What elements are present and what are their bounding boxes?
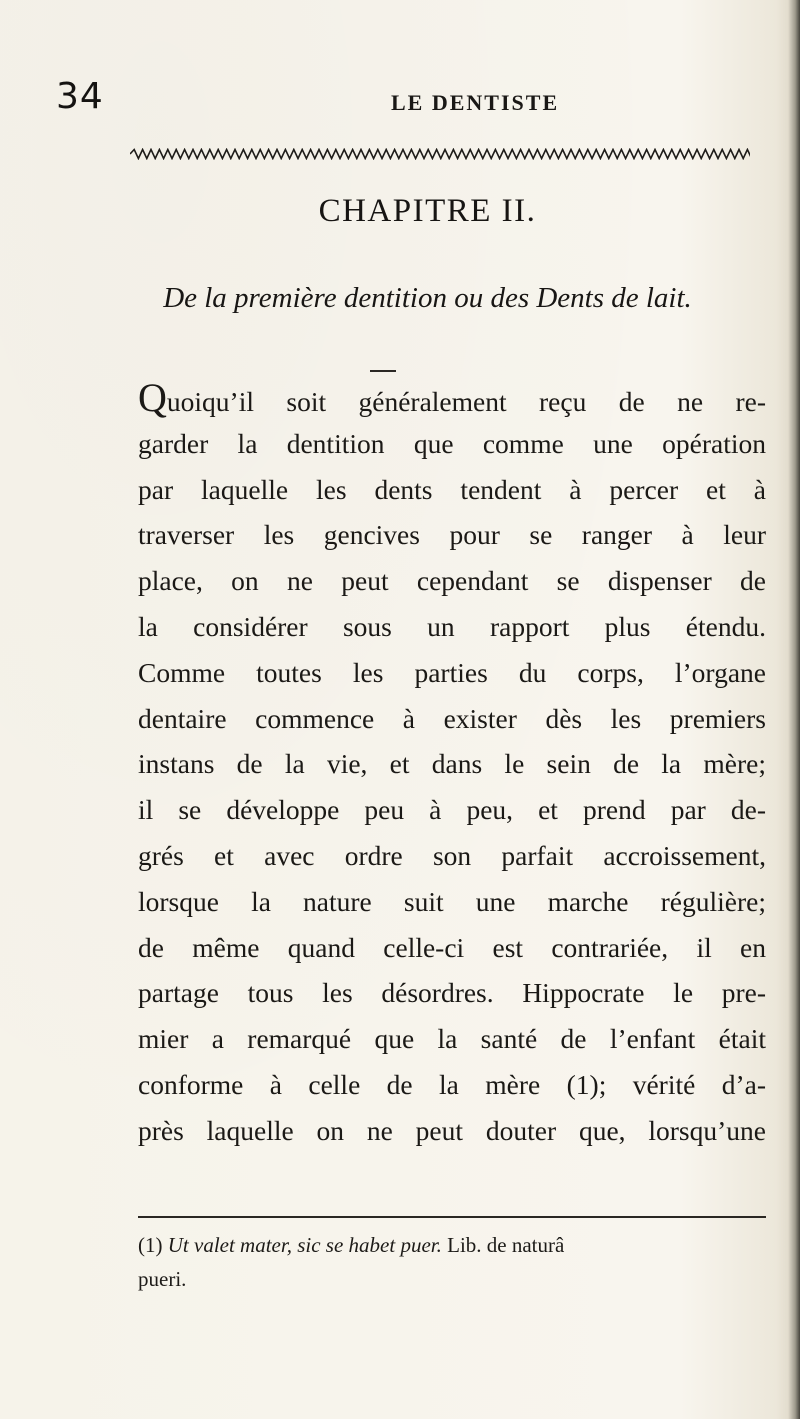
body-line: mier a remarqué que la santé de l’enfant était — [138, 1023, 766, 1055]
body-line: partage tous les désordres. Hippocrate le pre- — [138, 977, 766, 1009]
chapter-subtitle: De la première dentition ou des Dents de lait. — [163, 282, 692, 314]
title-separator-rule — [370, 370, 396, 372]
body-line-1: Quoiqu’il soit généralement reçu de ne re- — [138, 375, 766, 420]
body-line: dentaire commence à exister dès les premiers — [138, 702, 766, 734]
footnote — [138, 1228, 766, 1296]
body-line: de même quand celle-ci est contrariée, il en — [138, 931, 766, 963]
footnote-rule — [138, 1216, 766, 1218]
body-line: place, on ne peut cependant se dispenser de — [138, 565, 766, 597]
body-line: garder la dentition que comme une opération — [138, 427, 766, 459]
body-line: Comme toutes les parties du corps, l’organe — [138, 656, 766, 688]
drop-cap: Q — [138, 375, 167, 420]
footnote-marker: (1) — [138, 1233, 163, 1257]
page-number: 34 — [56, 76, 104, 117]
body-line: conforme à celle de la mère (1); vérité d’a- — [138, 1068, 766, 1100]
body-line: près laquelle on ne peut douter que, lorsqu’une — [138, 1114, 766, 1146]
body-line: la considérer sous un rapport plus étendu. — [138, 610, 766, 642]
body-line: grés et avec ordre son parfait accroissement, — [138, 839, 766, 871]
footnote-line-1 — [138, 1228, 766, 1262]
decorative-wavy-rule — [130, 148, 750, 160]
page-edge-shadow — [788, 0, 800, 1419]
body-paragraph — [138, 375, 766, 1154]
chapter-title: CHAPITRE II. — [318, 193, 537, 229]
body-line: lorsque la nature suit une marche régulière; — [138, 885, 766, 917]
footnote-quote: Ut valet mater, sic se habet puer. — [167, 1233, 442, 1257]
page-header — [56, 76, 776, 136]
body-line: par laquelle les dents tendent à percer et à — [138, 473, 766, 505]
body-line: il se développe peu à peu, et prend par de- — [138, 794, 766, 826]
running-head: LE DENTISTE — [391, 90, 560, 115]
body-line: instans de la vie, et dans le sein de la mère; — [138, 748, 766, 780]
footnote-source: Lib. de naturâ — [447, 1233, 565, 1257]
footnote-line-2: pueri. — [138, 1267, 187, 1291]
body-line: traverser les gencives pour se ranger à leur — [138, 519, 766, 551]
